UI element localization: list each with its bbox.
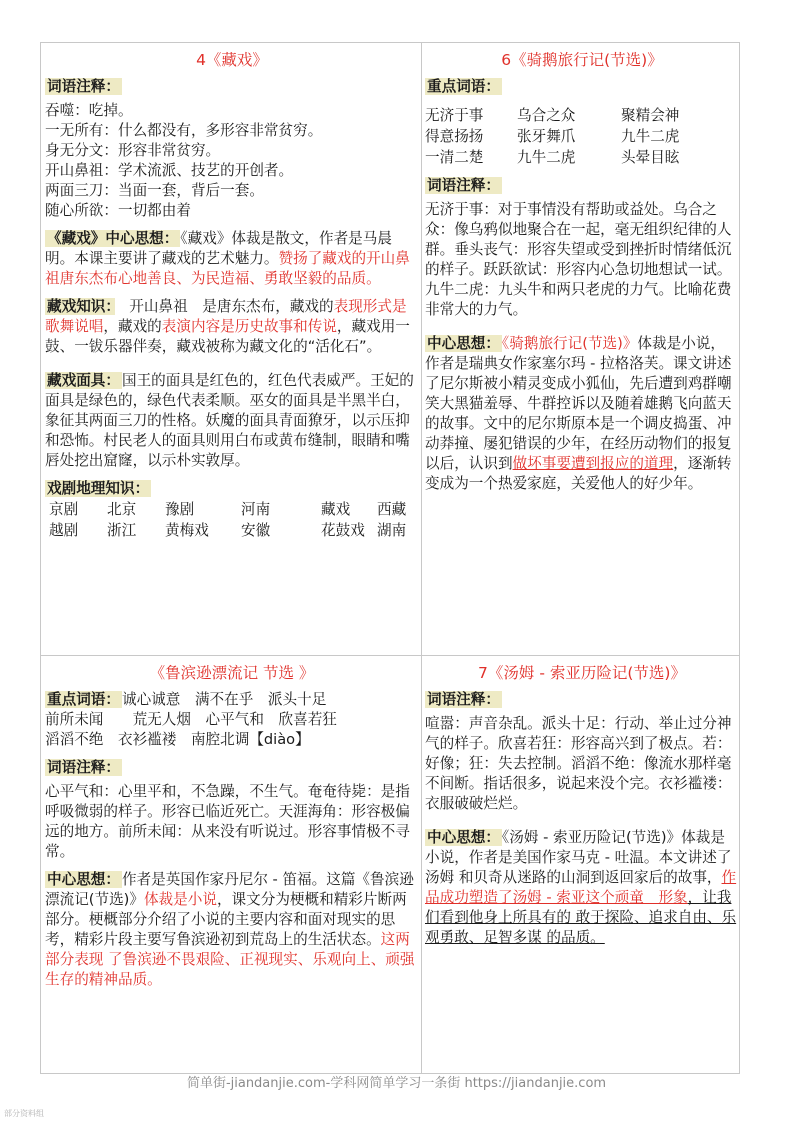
geo-cell: 藏戏 [321, 501, 351, 518]
key-words-heading: 重点词语： [47, 691, 120, 708]
mask-paragraph [45, 371, 419, 471]
key-words-heading: 重点词语： [427, 78, 500, 95]
key-words-grid [425, 105, 739, 168]
center-text: ，让我们看到他身上所具有的 敢于探险、追求自由、乐观勇敢、足智多谋 的品质。 [425, 889, 737, 946]
center-highlight: 《骑鹅旅行记(节选)》 [501, 335, 638, 352]
section-title: 4《藏戏》 [196, 51, 268, 69]
key-word: 无济于事 [425, 107, 484, 124]
key-word: 九牛二虎 [621, 128, 680, 145]
column-divider [421, 43, 422, 1073]
vocab-item: 开山鼻祖：学术流派、技艺的开创者。 [45, 162, 294, 179]
center-text: 作者是英国作家丹尼尔 - 笛福。这篇《鲁滨逊漂流记(节选)》 [45, 871, 414, 908]
center-idea [425, 334, 739, 494]
vocab-heading: 词语注释： [427, 691, 500, 708]
vocab-heading: 词语注释： [427, 177, 500, 194]
vocab-item: 随心所欲：一切都由着 [45, 202, 191, 219]
center-text: ，课文分为梗概和精彩片断两部分。梗概部分介绍了小说的主要内容和面对现实的思考，精彩片段主要写鲁滨逊初到荒岛上的生活状态。 [45, 891, 407, 948]
key-words-line: 前所未闻 荒无人烟 心平气和 欣喜若狂 [45, 711, 337, 728]
vocab-text: 无济于事：对于事情没有帮助或益处。乌合之众：像乌鸦似地聚合在一起，毫无组织纪律的人群。垂头丧气：形容失望或受到挫折时情绪低沉的样子。跃跃欲试：形容内心急切地想试一试。九牛二虎：九头牛和两只老虎的力气。比喻花费非常大的力气。 [425, 201, 732, 318]
center-heading: 中心思想： [47, 871, 120, 888]
vocab-item: 吞噬：吃掉。 [45, 102, 133, 119]
section-title: 6《骑鹅旅行记(节选)》 [501, 51, 663, 69]
mask-text: 国王的面具是红色的，红色代表威严。王妃的面具是绿色的，绿色代表柔顺。巫女的面具是半黑半白，象征其两面三刀的性格。妖魔的面具青面獠牙，以示压抑和恐怖。村民老人的面具则用白布或黄布缝制，眼睛和嘴唇处挖出窟窿，以示朴实敦厚。 [45, 372, 414, 469]
geo-cell: 豫剧 [165, 501, 195, 518]
footer-watermark: 简单街-jiandanjie.com-学科网简单学习一条街 https://jiandanjie.com [186, 1076, 607, 1091]
key-words-line: 诚心诚意 满不在乎 派头十足 [121, 691, 327, 708]
geo-heading: 戏剧地理知识： [47, 480, 150, 497]
center-text: ，逐渐转变成为一个热爱家庭，关爱他人的好少年。 [425, 455, 732, 492]
zangxi-knowledge [45, 297, 419, 357]
vocab-heading: 词语注释： [47, 78, 120, 95]
center-idea [425, 828, 739, 948]
geo-cell: 河南 [241, 501, 271, 518]
geo-row [45, 499, 419, 520]
geo-cell: 北京 [107, 501, 137, 518]
geo-cell: 越剧 [49, 522, 79, 539]
mask-heading: 藏戏面具： [47, 372, 120, 389]
center-highlight: 赞扬了藏戏的开山鼻祖唐东杰布心地善良、为民造福、勇敢坚毅的品质。 [45, 250, 410, 287]
geo-cell: 西藏 [377, 501, 407, 518]
vocab-item: 身无分文：形容非常贫穷。 [45, 142, 221, 159]
center-highlight: 作品成功塑造了汤姆 - 索亚这个顽童 形象 [425, 869, 737, 906]
vocab-text: 心平气和：心里平和，不急躁，不生气。奄奄待毙：是指呼吸微弱的样子。形容已临近死亡。天涯海角：形容极偏远的地方。前所未闻：从来没有听说过。形容事情极不寻常。 [45, 783, 410, 860]
center-idea [45, 870, 419, 990]
center-text: 体裁是小说，作者是瑞典女作家塞尔玛 - 拉格洛芙。课文讲述了尼尔斯被小精灵变成小狐仙，先后遭到鸡群嘲笑大黑猫羞辱、牛群控诉以及随着雄鹅飞向蓝天的故事。文中的尼尔斯原本是一个调皮捣蛋、冲动莽撞、屡犯错误的少年，在经历动物们的报复以后，认识到 [425, 335, 732, 472]
section-title: 7《汤姆 - 索亚历险记(节选)》 [478, 664, 686, 682]
section-qieluxingji [425, 43, 739, 655]
center-heading: 中心思想： [427, 829, 500, 846]
section-lubinxun [45, 656, 419, 1074]
center-text: 《汤姆 - 索亚历险记(节选)》体裁是小说，作者是美国作家马克 - 吐温。本文讲述了 汤姆 和贝奇从迷路的山洞到返回家后的故事， [425, 829, 732, 886]
vocab-heading: 词语注释： [47, 759, 120, 776]
key-word: 头晕目眩 [621, 149, 680, 166]
section-zangxi [45, 43, 419, 655]
center-idea [45, 229, 419, 289]
knowledge-highlight: 表演内容是历史故事和传说 [161, 318, 337, 335]
knowledge-text: ，藏戏用一鼓、一钹乐器伴奏，藏戏被称为藏文化的“活化石”。 [45, 318, 410, 355]
center-text: 《藏戏》体裁是散文，作者是马晨明。本课主要讲了藏戏的艺术魅力。 [45, 230, 392, 267]
center-highlight: 体裁是小说 [143, 891, 217, 908]
center-heading: 中心思想： [427, 335, 500, 352]
center-heading: 《藏戏》中心思想： [47, 230, 179, 247]
key-word: 一清二楚 [425, 149, 484, 166]
knowledge-text: ，藏戏的 [103, 318, 162, 335]
key-words-line: 滔滔不绝 衣衫褴褛 南腔北调【diào】 [45, 731, 310, 748]
knowledge-text: 开山鼻祖 是唐东杰布，藏戏的 [129, 298, 334, 315]
geo-cell: 花鼓戏 [321, 522, 365, 539]
geo-row [45, 520, 419, 541]
vocab-item: 一无所有：什么都没有，多形容非常贫穷。 [45, 122, 323, 139]
geo-cell: 湖南 [377, 522, 407, 539]
geo-cell: 京剧 [49, 501, 79, 518]
knowledge-heading: 藏戏知识： [47, 298, 113, 315]
key-word: 乌合之众 [517, 107, 576, 124]
knowledge-highlight: 表现形式是歌舞说唱 [45, 298, 407, 335]
key-word: 聚精会神 [621, 107, 680, 124]
section-title: 《鲁滨逊漂流记 节选 》 [149, 664, 315, 682]
geo-cell: 黄梅戏 [165, 522, 209, 539]
key-word: 张牙舞爪 [517, 128, 576, 145]
vocab-item: 两面三刀：当面一套，背后一套。 [45, 182, 264, 199]
center-highlight: 做坏事要遭到报应的道理 [512, 455, 674, 472]
key-word: 得意扬扬 [425, 128, 484, 145]
geo-cell: 安徽 [241, 522, 271, 539]
geo-cell: 浙江 [107, 522, 137, 539]
corner-mark: 部分资料组 [4, 1109, 44, 1118]
center-highlight: 这两部分表现 了鲁滨逊不畏艰险、正视现实、乐观向上、顽强生存的精神品质。 [45, 931, 415, 988]
handout-sheet [40, 42, 740, 1074]
section-tangmu [425, 656, 739, 1074]
key-word: 九牛二虎 [517, 149, 576, 166]
vocab-text: 喧嚣：声音杂乱。派头十足：行动、举止过分神气的样子。欣喜若狂：形容高兴到了极点。若：好像；狂：失去控制。滔滔不绝：像流水那样毫不间断。指话很多，说起来没个完。衣衫褴褛：衣服破破烂烂。 [425, 715, 732, 812]
